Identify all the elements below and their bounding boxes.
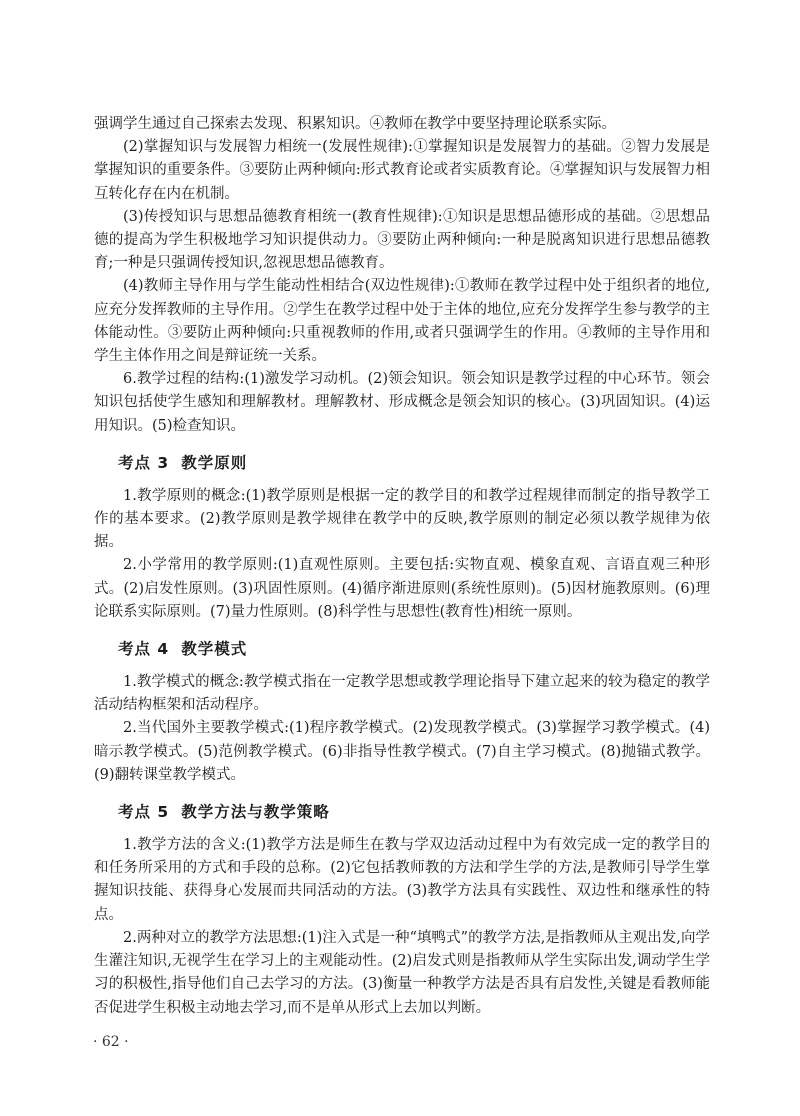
paragraph: 1.教学原则的概念:(1)教学原则是根据一定的教学目的和教学过程规律而制定的指导教学工作的基本要求。(2)教学原则是教学规律在教学中的反映,教学原则的制定必须以教学规律为依据。 bbox=[94, 487, 710, 551]
section-title: 教学原则 bbox=[181, 453, 248, 472]
paragraph: 2.当代国外主要教学模式:(1)程序教学模式。(2)发现教学模式。(3)掌握学习教学模式。(4)暗示教学模式。(5)范例教学模式。(6)非指导性教学模式。(7)自主学习模式。(8)抛锚式教学。(9)翻转课堂教学模式。 bbox=[94, 720, 710, 783]
section-title: 教学模式 bbox=[181, 640, 248, 659]
paragraph: 1.教学方法的含义:(1)教学方法是师生在教与学双边活动过程中为有效完成一定的教学目的和任务所采用的方式和手段的总称。(2)它包括教师教的方法和学生学的方法,是教师引导学生掌握知识技能、获得身心发展而共同活动的方法。(3)教学方法具有实践性、双边性和继承性的特点。 bbox=[94, 837, 710, 923]
paragraph: 2.小学常用的教学原则:(1)直观性原则。主要包括:实物直观、模象直观、言语直观三种形式。(2)启发性原则。(3)巩固性原则。(4)循序渐进原则(系统性原则)。(5)因材施教原则。(6)理论联系实际原则。(7)量力性原则。(8)科学性与思想性(教育性)相统一原则。 bbox=[94, 557, 710, 620]
page-body bbox=[94, 113, 710, 1020]
paragraph: 强调学生通过自己探索去发现、积累知识。④教师在教学中要坚持理论联系实际。 bbox=[94, 116, 616, 132]
paragraph: 1.教学模式的概念:教学模式指在一定教学思想或教学理论指导下建立起来的较为稳定的教学活动结构框架和活动程序。 bbox=[94, 674, 710, 714]
section-heading bbox=[118, 451, 710, 475]
section-heading bbox=[118, 637, 710, 661]
paragraph: 6.教学过程的结构:(1)激发学习动机。(2)领会知识。领会知识是教学过程的中心环节。领会知识包括使学生感知和理解教材。理解教材、形成概念是领会知识的核心。(3)巩固知识。(4)运用知识。(5)检查知识。 bbox=[94, 371, 710, 434]
paragraph: (3)传授知识与思想品德教育相统一(教育性规律):①知识是思想品德形成的基础。②思想品德的提高为学生积极地学习知识提供动力。③要防止两种倾向:一种是脱离知识进行思想品德教育;一种是只强调传授知识,忽视思想品德教育。 bbox=[94, 208, 710, 272]
section-number: 考点 3 bbox=[118, 453, 170, 472]
section-number: 考点 5 bbox=[118, 803, 170, 822]
paragraph: (4)教师主导作用与学生能动性相结合(双边性规律):①教师在教学过程中处于组织者的地位,应充分发挥教师的主导作用。②学生在教学过程中处于主体的地位,应充分发挥学生参与教学的主体能动性。③要防止两种倾向:只重视教师的作用,或者只强调学生的作用。④教师的主导作用和学生主体作用之间是辩证统一关系。 bbox=[94, 278, 710, 365]
page-number: · 62 · bbox=[93, 1034, 129, 1050]
paragraph: 2.两种对立的教学方法思想:(1)注入式是一种“填鸭式”的教学方法,是指教师从主观出发,向学生灌注知识,无视学生在学习上的主观能动性。(2)启发式则是指教师从学生实际出发,调动学生学习的积极性,指导他们自己去学习的方法。(3)衡量一种教学方法是否具有启发性,关键是看教师能否促进学生积极主动地去学习,而不是单从形式上去加以判断。 bbox=[94, 929, 710, 1016]
section-heading bbox=[118, 800, 710, 824]
section-title: 教学方法与教学策略 bbox=[181, 803, 330, 822]
section-number: 考点 4 bbox=[118, 640, 170, 659]
paragraph: (2)掌握知识与发展智力相统一(发展性规律):①掌握知识是发展智力的基础。②智力发展是掌握知识的重要条件。③要防止两种倾向:形式教育论或者实质教育论。④掌握知识与发展智力相互转化存在内在机制。 bbox=[94, 139, 710, 202]
